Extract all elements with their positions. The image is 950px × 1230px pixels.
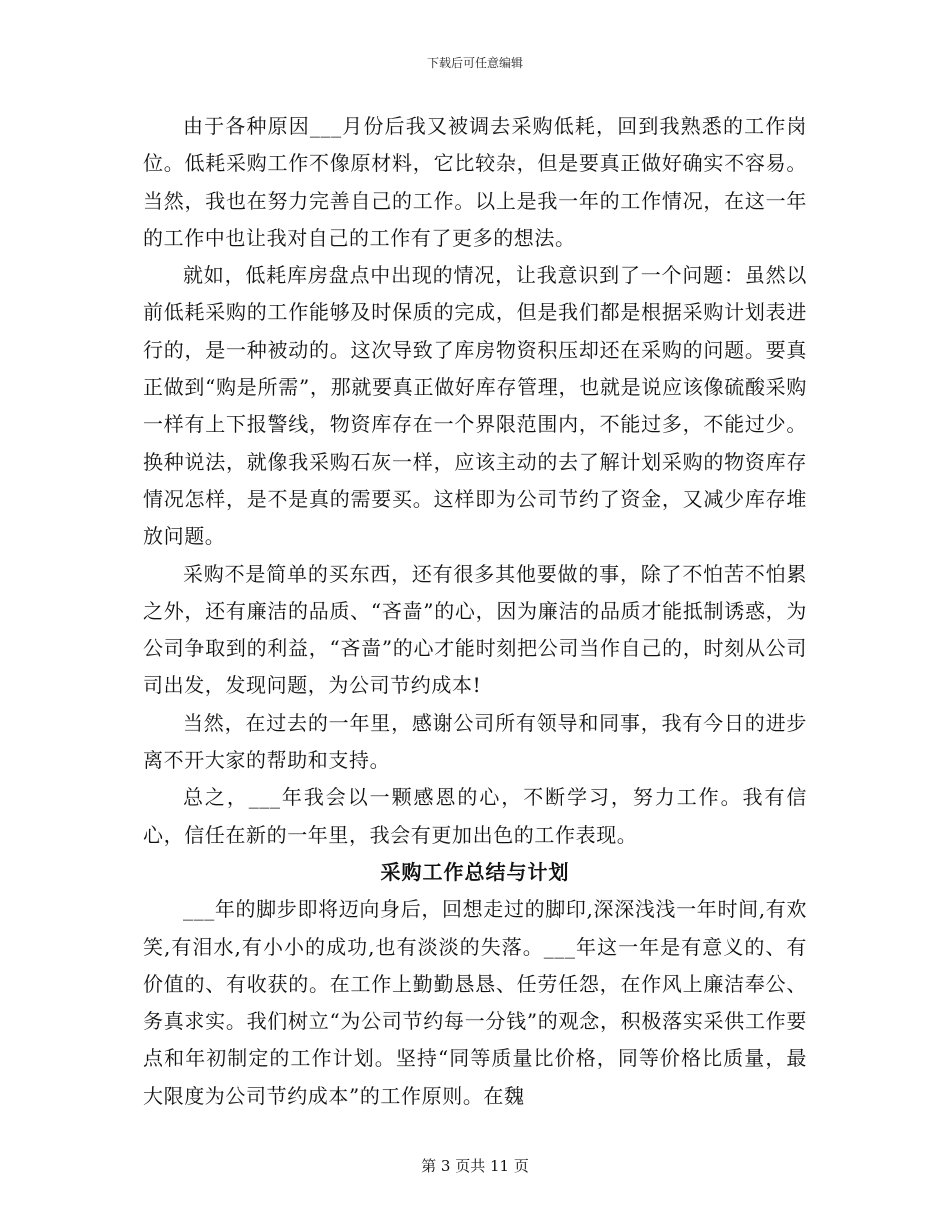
page-header: 下载后可任意编辑 xyxy=(426,56,523,70)
paragraph: 采购不是简单的买东西，还有很多其他要做的事，除了不怕苦不怕累之外，还有廉洁的品质、“吝啬”的心，因为廉洁的品质才能抵制诱惑，为公司争取到的利益，“吝啬”的心才能时刻把公司当作自己的，时刻从公司司出发，发现问题，为公司节约成本! xyxy=(143,561,807,698)
paragraph: 就如，低耗库房盘点中出现的情况，让我意识到了一个问题：虽然以前低耗采购的工作能够及时保质的完成，但是我们都是根据采购计划表进行的，是一种被动的。这次导致了库房物资积压却还在采购的问题。要真正做到“购是所需”，那就要真正做好库存管理，也就是说应该像硫酸采购一样有上下报警线，物资库存在一个界限范围内，不能过多，不能过少。换种说法，就像我采购石灰一样，应该主动的去了解计划采购的物资库存情况怎样，是不是真的需要买。这样即为公司节约了资金，又减少库存堆放问题。 xyxy=(143,263,807,549)
page-footer: 第 3 页共 11 页 xyxy=(421,1157,529,1175)
paragraph: 由于各种原因___月份后我又被调去采购低耗，回到我熟悉的工作岗位。低耗采购工作不像原材料，它比较杂，但是要真正做好确实不容易。当然，我也在努力完善自己的工作。以上是我一年的工作情况，在这一年的工作中也让我对自己的工作有了更多的想法。 xyxy=(143,114,807,250)
paragraph: ___年的脚步即将迈向身后，回想走过的脚印,深深浅浅一年时间,有欢笑,有泪水,有小小的成功,也有淡淡的失落。___年这一年是有意义的、有价值的、有收获的。在工作上勤勤恳恳、任劳任怨，在作风上廉洁奉公、务真求实。我们树立“为公司节约每一分钱”的观念，积极落实采供工作要点和年初制定的工作计划。坚持“同等质量比价格，同等价格比质量，最大限度为公司节约成本”的工作原则。在魏 xyxy=(143,897,807,1108)
document-body xyxy=(143,108,807,1115)
paragraph: 当然，在过去的一年里，感谢公司所有领导和同事，我有今日的进步离不开大家的帮助和支持。 xyxy=(143,710,807,773)
paragraph: 总之，___年我会以一颗感恩的心，不断学习，努力工作。我有信心，信任在新的一年里，我会有更加出色的工作表现。 xyxy=(143,785,807,847)
section-title: 采购工作总结与计划 xyxy=(380,859,570,884)
